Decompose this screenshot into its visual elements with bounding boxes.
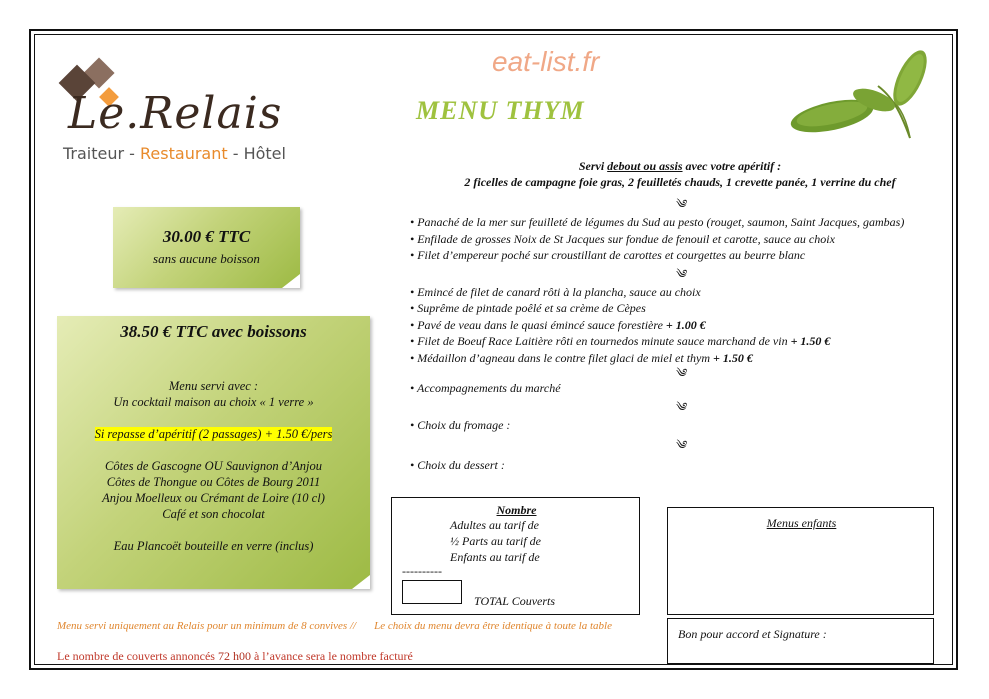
water-line: Eau Plancoët bouteille en verre (inclus) <box>113 539 314 553</box>
logo-tag-traiteur: Traiteur - <box>63 144 141 163</box>
menu-title: MENU THYM <box>416 96 585 125</box>
menu-content <box>410 158 950 474</box>
note-curl <box>282 274 300 288</box>
main-3: Pavé de veau dans le quasi émincé sauce forestière <box>417 317 666 332</box>
logo-word: Le.Relais <box>68 88 283 139</box>
list-item <box>410 231 950 248</box>
main-5: Médaillon d’agneau dans le contre filet glaci de miel et thym <box>417 350 714 365</box>
bullet-icon: • <box>410 215 415 229</box>
signature-label: Bon pour accord et Signature : <box>678 627 827 641</box>
footer-billing-a: Le nombre de couverts annoncés <box>57 649 218 663</box>
separator-icon: ༄ <box>674 438 686 452</box>
list-item <box>410 247 950 264</box>
list-item <box>410 284 950 301</box>
separator-icon: ༄ <box>674 197 686 211</box>
list-item <box>410 300 950 317</box>
main-4-extra: + 1.50 € <box>790 334 831 348</box>
bullet-icon: • <box>410 317 415 332</box>
intro-post: avec votre apéritif : <box>682 159 782 173</box>
bullet-icon: • <box>410 334 415 348</box>
nombre-dashes: ---------- <box>402 564 442 578</box>
price-no-drink: 30.00 € TTC <box>162 227 251 246</box>
separator-icon: ༄ <box>674 399 686 414</box>
intro <box>410 158 950 190</box>
cheese-choice: Choix du fromage : <box>417 417 511 432</box>
bullet-icon: • <box>410 350 415 365</box>
list-item <box>410 380 950 397</box>
site-watermark: eat-list.fr <box>492 46 600 77</box>
logo-tag-hotel: - Hôtel <box>227 144 286 163</box>
price-with-drink-title: 38.50 € TTC avec boissons <box>120 322 307 341</box>
separator-icon: ༄ <box>674 266 686 281</box>
separator-icon: ༄ <box>674 366 686 380</box>
wine-line-3: Anjou Moelleux ou Crémant de Loire (10 cl) <box>102 491 325 505</box>
list-item <box>410 333 950 350</box>
accompaniments: Accompagnements du marché <box>417 381 561 395</box>
main-5-extra: + 1.50 € <box>713 350 753 365</box>
bullet-icon: • <box>410 248 415 262</box>
price-note-with-drink <box>57 316 370 589</box>
main-1: Emincé de filet de canard rôti à la plancha, sauce au choix <box>417 284 701 299</box>
footer-note <box>57 620 612 632</box>
price-note-no-drink <box>113 207 300 288</box>
signature-box[interactable] <box>667 618 934 664</box>
footer-note-2: Le choix du menu devra être identique à toute la table <box>374 620 612 632</box>
list-item <box>410 457 950 474</box>
footer-billing-hours: 72 h00 <box>217 649 251 663</box>
note-curl <box>352 575 370 589</box>
logo-tag-restaurant: Restaurant <box>140 144 228 163</box>
nombre-title: Nombre <box>496 503 537 517</box>
bullet-icon: • <box>410 417 415 432</box>
bullet-icon: • <box>410 458 415 472</box>
main-3-extra: + 1.00 € <box>665 317 706 332</box>
nombre-total: TOTAL Couverts <box>474 594 556 608</box>
bullet-icon: • <box>410 301 415 315</box>
aperitif-highlight: Si repasse d’apéritif (2 passages) + 1.50 €/pers <box>94 427 333 441</box>
total-field[interactable] <box>402 580 462 604</box>
wine-line-4: Café et son chocolat <box>162 507 265 521</box>
starter-3: Filet d’empereur poché sur croustillant de carottes et courgettes au beurre blanc <box>417 248 806 262</box>
logo-tagline <box>63 144 286 163</box>
menu-served-line-1: Menu servi avec : <box>168 379 259 393</box>
thyme-leaves-image <box>782 46 934 144</box>
enfants-title: Menus enfants <box>766 516 837 530</box>
intro-underlined: debout ou assis <box>607 159 683 173</box>
enfants-box[interactable] <box>667 507 934 615</box>
nombre-box <box>391 497 640 615</box>
bullet-icon: • <box>410 381 415 395</box>
intro-pre: Servi <box>578 159 608 173</box>
main-4: Filet de Boeuf Race Laitière rôti en tournedos minute sauce marchand de vin <box>417 334 791 348</box>
dessert-choice: Choix du dessert : <box>417 458 505 472</box>
main-2: Suprême de pintade poêlé et sa crème de Cèpes <box>417 301 646 315</box>
bullet-icon: • <box>410 231 415 246</box>
list-item <box>410 350 950 367</box>
starter-1: Panaché de la mer sur feuilleté de légumes du Sud au pesto (rouget, saumon, Saint Jacques, gambas) <box>417 215 905 229</box>
footer-billing-c: à l’avance sera le nombre facturé <box>250 649 413 663</box>
relais-logo <box>58 60 308 170</box>
nombre-adults: Adultes au tarif de <box>450 518 539 532</box>
nombre-half: ½ Parts au tarif de <box>450 534 542 548</box>
wine-line-1: Côtes de Gascogne OU Sauvignon d’Anjou <box>105 459 322 473</box>
list-item <box>410 417 950 434</box>
footer-note-1: Menu servi uniquement au Relais pour un minimum de 8 convives // <box>57 620 357 632</box>
list-item <box>410 317 950 334</box>
price-no-drink-sub: sans aucune boisson <box>153 251 260 266</box>
nombre-children: Enfants au tarif de <box>450 550 540 564</box>
starter-2: Enfilade de grosses Noix de St Jacques sur fondue de fenouil et carotte, sauce au choix <box>417 231 835 246</box>
wine-line-2: Côtes de Thongue ou Côtes de Bourg 2011 <box>106 475 321 489</box>
intro-line-2: 2 ficelles de campagne foie gras, 2 feuilletés chauds, 1 crevette panée, 1 verrine du chef <box>464 175 896 189</box>
menu-served-line-2: Un cocktail maison au choix « 1 verre » <box>113 395 314 409</box>
footer-billing <box>57 649 413 664</box>
bullet-icon: • <box>410 284 415 299</box>
list-item <box>410 214 950 231</box>
